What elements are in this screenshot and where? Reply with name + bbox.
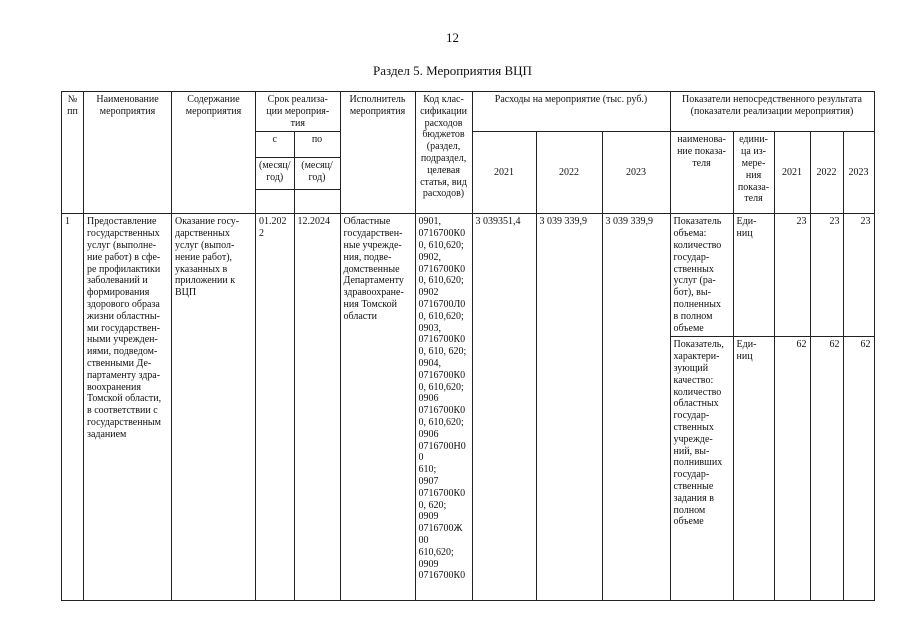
row-budget-codes: 0901, 0716700К0 0, 610,620; 0902, 0716700К0 0, 610,620; 0902 0716700Л0 0, 610,620; 0903, 0716700К0 0, 610, 620; 0904, 0716700К0 0, 610,620; 0906 0716700К0 0, 610,620; 0906 0716700Н0 0 610; 0907 0716700К0 0, 620; 0909 0716700Ж 00 610,620; 0909 0716700К0 [415, 214, 472, 601]
header-to-unit: (месяц/ год) [294, 158, 340, 190]
header-content: Содержание мероприятия [172, 92, 256, 214]
row-expense-2021: 3 039351,4 [472, 214, 536, 601]
indicator-2-value-2022: 62 [810, 337, 843, 601]
header-indicator-name: наименова- ние показа- теля [670, 132, 733, 214]
row-expense-2022: 3 039 339,9 [536, 214, 602, 601]
header-from: с [256, 132, 295, 158]
row-from: 01.202 2 [256, 214, 295, 601]
indicator-1-value-2023: 23 [843, 214, 874, 337]
indicator-2-value-2023: 62 [843, 337, 874, 601]
header-ind-year-2022: 2022 [810, 132, 843, 214]
row-to: 12.2024 [294, 214, 340, 601]
row-name: Предоставление государственных услуг (выполне- ние работ) в сфе- ре профилактики заболеваний и формирования здорового образа жизни областны- ми государствен- ными учрежден- иями, подведом- ственными Де- партаменту здра- воохранения Томской области, в соответствии с государственным заданием [84, 214, 172, 601]
header-year-2021: 2021 [472, 132, 536, 214]
header-ind-year-2023: 2023 [843, 132, 874, 214]
indicator-2-unit: Еди- ниц [733, 337, 774, 601]
header-expenses: Расходы на мероприятие (тыс. руб.) [472, 92, 670, 132]
indicator-1-value-2021: 23 [774, 214, 810, 337]
section-title: Раздел 5. Мероприятия ВЦП [373, 63, 532, 78]
header-name: Наименование мероприятия [84, 92, 172, 214]
header-unit: едини- ца из- мере- ния показа- теля [733, 132, 774, 214]
header-to: по [294, 132, 340, 158]
indicator-2-name: Показатель, характери- зующий качество: количество областных государ- ственных учрежде- ний, вы- полнивших государ- ственные задания в полном объеме [670, 337, 733, 601]
indicator-2-value-2021: 62 [774, 337, 810, 601]
indicator-1-unit: Еди- ниц [733, 214, 774, 337]
row-content: Оказание госу- дарственных услуг (выпол- нение работ), указанных в приложении к ВЦП [172, 214, 256, 601]
row-executor: Областные государствен- ные учрежде- ния, подве- домственные Департаменту здравоохране- ния Томской области [340, 214, 415, 601]
header-period: Срок реализа- ции мероприя- тия [256, 92, 341, 132]
page-number: 12 [446, 30, 459, 45]
header-year-2023: 2023 [602, 132, 670, 214]
header-ind-year-2021: 2021 [774, 132, 810, 214]
row-num: 1 [62, 214, 84, 601]
activities-table [61, 91, 875, 601]
indicator-1-name: Показатель объема: количество государ- ственных услуг (ра- бот), вы- полненных в полном объеме [670, 214, 733, 337]
header-year-2022: 2022 [536, 132, 602, 214]
header-num: № пп [62, 92, 84, 214]
indicator-1-value-2022: 23 [810, 214, 843, 337]
header-budget-code: Код клас- сификации расходов бюджетов (раздел, подраздел, целевая статья, вид расходов) [415, 92, 472, 214]
header-from-unit: (месяц/ год) [256, 158, 295, 190]
row-expense-2023: 3 039 339,9 [602, 214, 670, 601]
header-indicators: Показатели непосредственного результата (показатели реализации мероприятия) [670, 92, 874, 132]
header-executor: Исполнитель мероприятия [340, 92, 415, 214]
